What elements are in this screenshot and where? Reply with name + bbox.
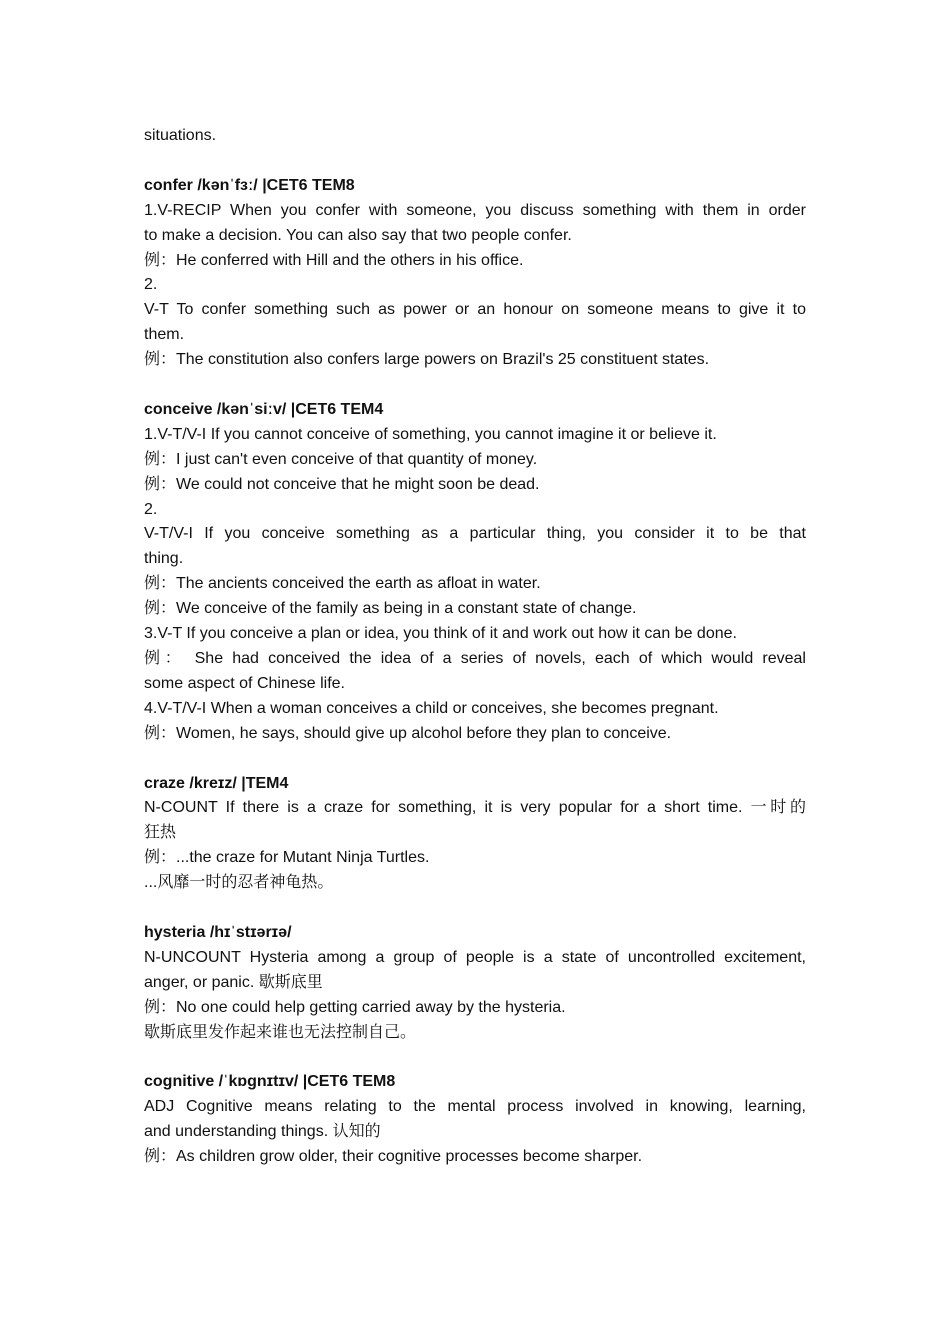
blank-line <box>144 149 806 174</box>
text-line: 1.V-RECIP When you confer with someone, you discuss something with them in order <box>144 201 806 219</box>
text-line: 例：The constitution also confers large powers on Brazil's 25 constituent states. <box>144 351 710 369</box>
entry-headword: cognitive /ˈkɒgnɪtɪv/ |CET6 TEM8 <box>144 1073 396 1091</box>
text-line: 例： She had conceived the idea of a series of novels, each of which would reveal <box>144 650 806 667</box>
blank-line <box>144 896 806 921</box>
text-line: some aspect of Chinese life. <box>144 674 345 692</box>
text-line: 例：We conceive of the family as being in a constant state of change. <box>144 600 637 618</box>
text-line: V-T/V-I If you conceive something as a particular thing, you consider it to be that <box>144 525 806 543</box>
text-line: 例：The ancients conceived the earth as afloat in water. <box>144 575 541 593</box>
text-line: 例：Women, he says, should give up alcohol before they plan to conceive. <box>144 724 672 742</box>
text-line: 例：No one could help getting carried away by the hysteria. <box>144 998 566 1016</box>
blank-line <box>144 747 806 772</box>
text-line: 例：...the craze for Mutant Ninja Turtles. <box>144 849 430 867</box>
text-line: thing. <box>144 550 184 568</box>
text-line: to make a decision. You can also say that two people confer. <box>144 226 572 244</box>
text-line: 3.V-T If you conceive a plan or idea, you think of it and work out how it can be done. <box>144 625 737 643</box>
blank-line <box>144 1045 806 1070</box>
text-line: them. <box>144 326 185 344</box>
text-line: ADJ Cognitive means relating to the mental process involved in knowing, learning, <box>144 1098 806 1116</box>
entry-headword: confer /kənˈfɜː/ |CET6 TEM8 <box>144 176 355 194</box>
text-line: 歇斯底里发作起来谁也无法控制自己。 <box>144 1023 417 1041</box>
text-line: N-UNCOUNT Hysteria among a group of people is a state of uncontrolled excitement, <box>144 948 806 966</box>
text-line: and understanding things. 认知的 <box>144 1123 381 1141</box>
text-line: 2. <box>144 500 158 518</box>
entry-headword: craze /kreɪz/ |TEM4 <box>144 774 289 792</box>
text-line: V-T To confer something such as power or an honour on someone means to give it to <box>144 301 806 319</box>
blank-line <box>144 373 806 398</box>
text-line: 狂热 <box>144 824 177 842</box>
text-line: 例：He conferred with Hill and the others in his office. <box>144 251 524 269</box>
text-line: 例：We could not conceive that he might soon be dead. <box>144 475 540 493</box>
entry-headword: hysteria /hɪˈstɪərɪə/ <box>144 923 292 941</box>
text-line: N-COUNT If there is a craze for something, it is very popular for a short time. 一时的 <box>144 799 806 817</box>
text-line: anger, or panic. 歇斯底里 <box>144 973 323 991</box>
text-line: 例：As children grow older, their cognitive processes become sharper. <box>144 1148 643 1166</box>
text-line: situations. <box>144 127 217 144</box>
text-line: 4.V-T/V-I When a woman conceives a child or conceives, she becomes pregnant. <box>144 699 719 717</box>
text-line: ...风靡一时的忍者神龟热。 <box>144 874 334 892</box>
text-line: 例：I just can't even conceive of that quantity of money. <box>144 450 538 468</box>
document-page <box>144 124 806 1170</box>
entry-headword: conceive /kənˈsiːv/ |CET6 TEM4 <box>144 400 384 418</box>
text-line: 1.V-T/V-I If you cannot conceive of something, you cannot imagine it or believe it. <box>144 425 717 443</box>
text-line: 2. <box>144 276 158 294</box>
